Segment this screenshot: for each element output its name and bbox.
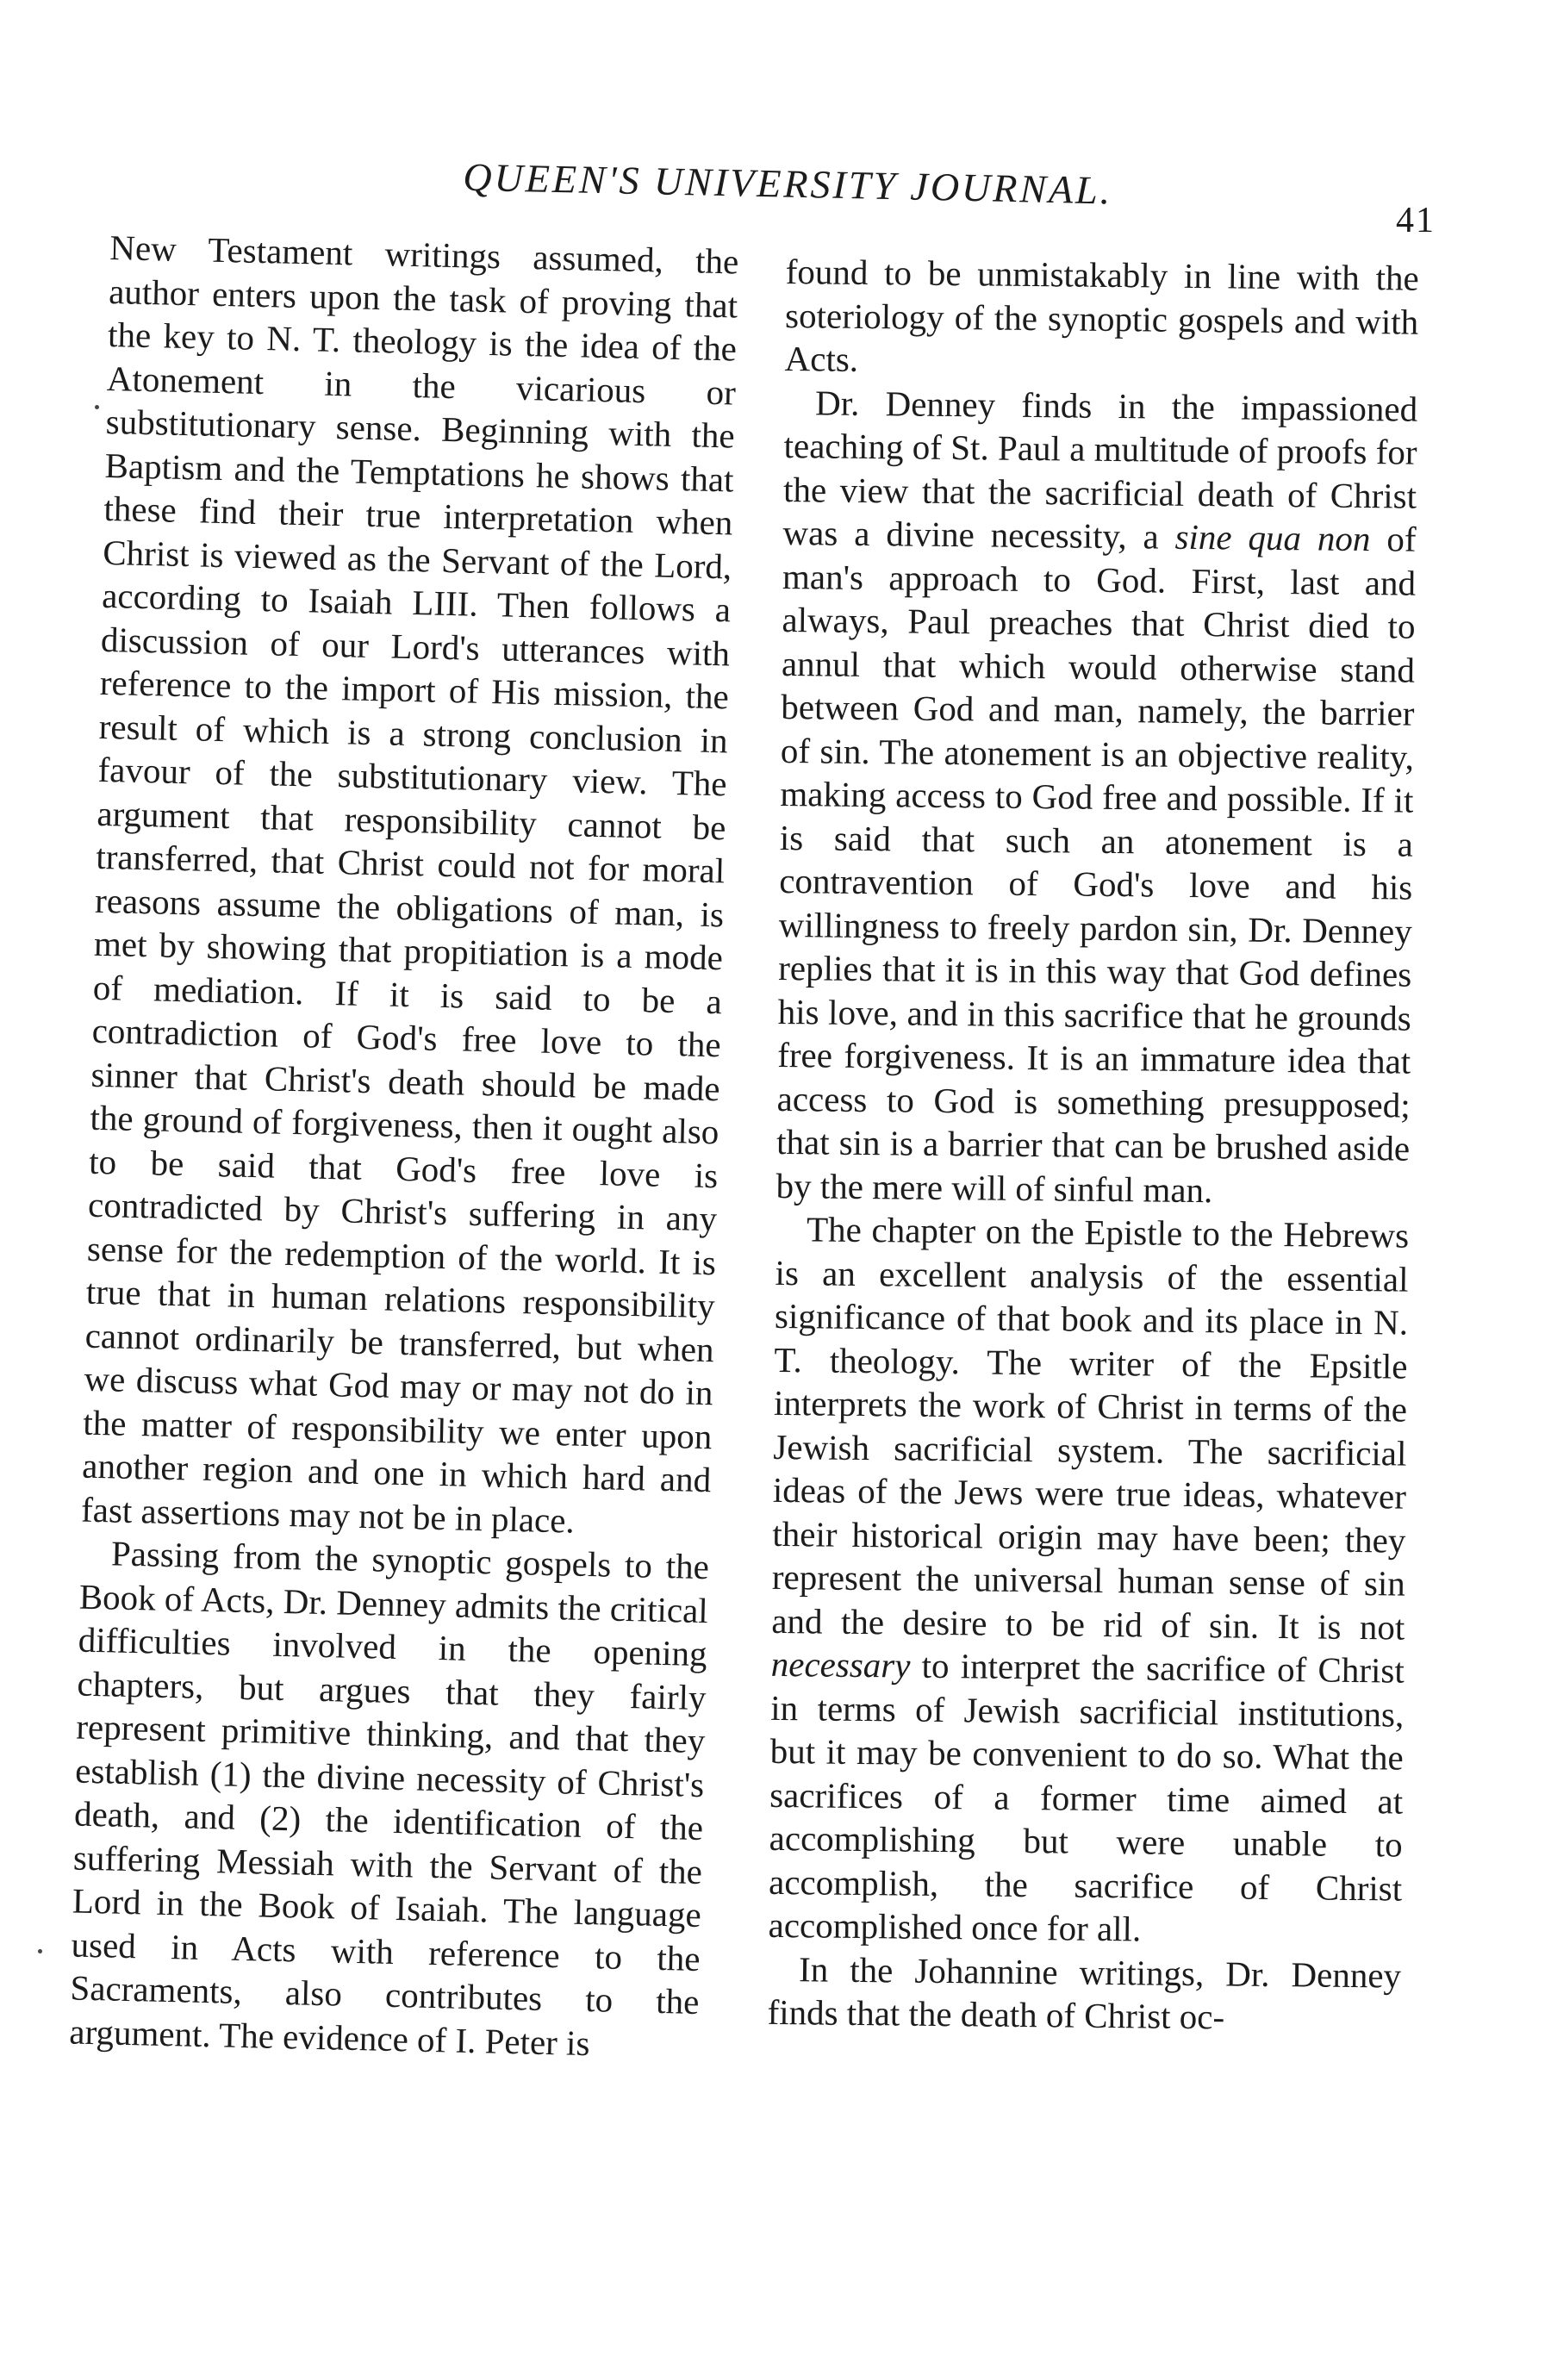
latin-phrase: sine qua non bbox=[1174, 516, 1371, 559]
margin-speck-bottom bbox=[38, 1949, 42, 1953]
left-paragraph-2: Passing from the synoptic gospels to the Book of Acts, Dr. Denney admits the critical difficulties involved in the opening chapters, but argues that they fairly represent primitive thinking, and that they establish (1) the divine necessity of Christ's death, and (2) the identification of the suffering Messiah with the Servant of the Lord in the Book of Isaiah. The language used in Acts with reference to the Sacraments, also contributes to the argument. The evidence of I. Peter is bbox=[68, 1533, 710, 2063]
right-paragraph-1: found to be unmistakably in line with the soteriology of the synoptic gospels and with Acts. bbox=[784, 251, 1419, 379]
right-paragraph-2-text-a: Dr. Denney finds in the impassioned teaching of St. Paul a multitude of proofs for the view that the sacrificial death of Christ was a divine necessity, a bbox=[782, 382, 1418, 557]
right-column bbox=[767, 250, 1419, 2040]
left-column bbox=[69, 226, 739, 2067]
left-paragraph-1: New Testament writings assumed, the author enters upon the task of proving that the key to N. T. theology is the idea of the Atonement in the vicarious or substitutionary sense. Beginning with the Baptism and the Temptations he shows that these find their true interpretation when Christ is viewed as the Servant of the Lord, according to Isaiah LIII. Then follows a discussion of our Lord's utterances with reference to the import of His mission, the result of which is a strong conclusion in favour of the substitutionary view. The argument that responsibility cannot be transferred, that Christ could not for moral reasons assume the obligations of man, is met by showing that propitiation is a mode of mediation. If it is said to be a contradiction of God's free love to the sinner that Christ's death should be made the ground of forgiveness, then it ought also to be said that God's free love is contradicted by Christ's suffering in any sense for the redemption of the world. It is true that in human relations responsibility cannot ordinarily be transferred, but when we discuss what God may or may not do in the matter of responsibility we enter upon another region and one in which hard and fast assertions may not be in place. bbox=[80, 227, 739, 1541]
right-paragraph-3-text-a: The chapter on the Epistle to the Hebrews is an excellent analysis of the essential significance of that book and its place in N. T. theology. The writer of the Epsitle interprets the work of Christ in terms of the Jewish sacrificial system. The sacrificial ideas of the Jews were true ideas, whatever their historical origin may have been; they represent the universal human sense of sin and the desire to be rid of sin. It is not bbox=[771, 1209, 1410, 1648]
right-paragraph-3 bbox=[768, 1207, 1409, 1953]
right-paragraph-2 bbox=[776, 380, 1417, 1213]
running-title: QUEEN'S UNIVERSITY JOURNAL. bbox=[462, 154, 1113, 213]
right-paragraph-4: In the Johannine writings, Dr. Denney finds that the death of Christ oc- bbox=[767, 1948, 1402, 2037]
right-paragraph-3-text-b: to interpret the sacrifice of Christ in terms of Jewish sacrificial institutions, but it may be convenient to do so. What the sacrifices of a former time aimed at accomplishing but were unable to accomplish, the sacrifice of Christ accomplished once for all. bbox=[768, 1645, 1405, 1949]
margin-speck-top bbox=[95, 405, 99, 409]
page-number: 41 bbox=[1396, 201, 1436, 240]
emphasis-word: necessary bbox=[770, 1643, 911, 1685]
right-paragraph-2-text-b: of man's approach to God. First, last and always, Paul preaches that Christ died to annul that which would otherwise stand between God and man, namely, the barrier of sin. The atonement is an objective reality, making access to God free and possible. If it is said that such an atonement is a contravention of God's love and his willingness to freely pardon sin, Dr. Denney replies that it is in this way that God defines his love, and in this sacrifice that he grounds free forgiveness. It is an immature idea that access to God is something presupposed; that sin is a barrier that can be brushed aside by the mere will of sinful man. bbox=[776, 519, 1417, 1210]
